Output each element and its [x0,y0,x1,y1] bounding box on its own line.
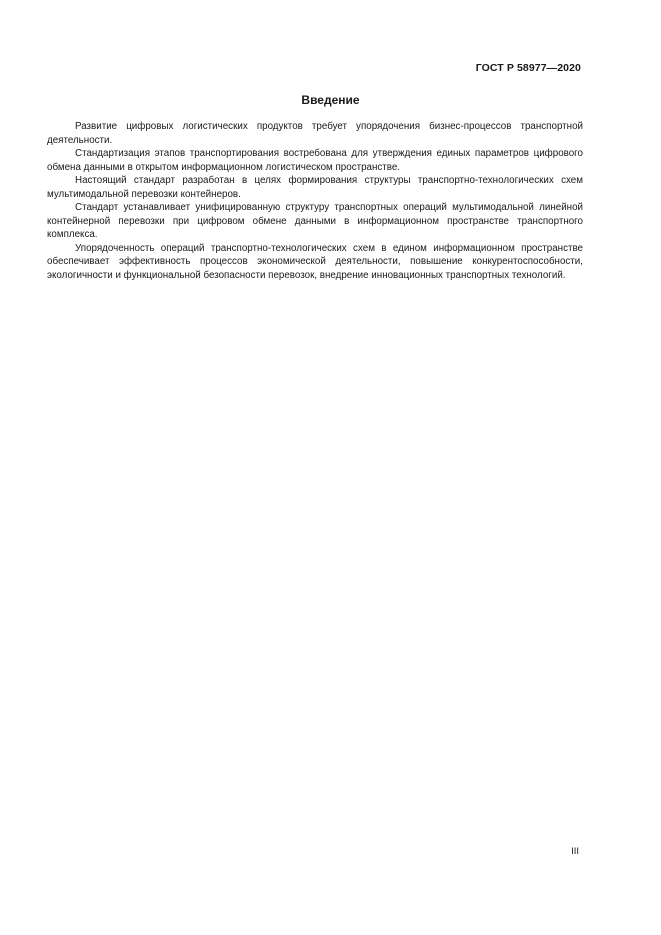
paragraph: Упорядоченность операций транспортно-технологических схем в едином информационном пространстве обеспечивает эффективность процессов экономической деятельности, повышение конкурентоспособности, экологичности и функциональной безопасности перевозок, внедрение инновационных транспортных технологий. [47,242,583,281]
standard-code: ГОСТ Р 58977—2020 [475,62,581,74]
paragraph: Развитие цифровых логистических продуктов требует упорядочения бизнес-процессов транспортной деятельности. [47,121,583,146]
section-title: Введение [301,93,360,107]
introduction-body [47,120,583,282]
paragraph: Настоящий стандарт разработан в целях формирования структуры транспортно-технологических схем мультимодальной перевозки контейнеров. [47,175,583,200]
page-number: III [571,846,579,857]
paragraph: Стандартизация этапов транспортирования востребована для утверждения единых параметров цифрового обмена данными в открытом информационном логистическом пространстве. [47,148,583,173]
paragraph: Стандарт устанавливает унифицированную структуру транспортных операций мультимодальной линейной контейнерной перевозки при цифровом обмене данными в информационном пространстве транспортного комплекса. [47,202,583,240]
